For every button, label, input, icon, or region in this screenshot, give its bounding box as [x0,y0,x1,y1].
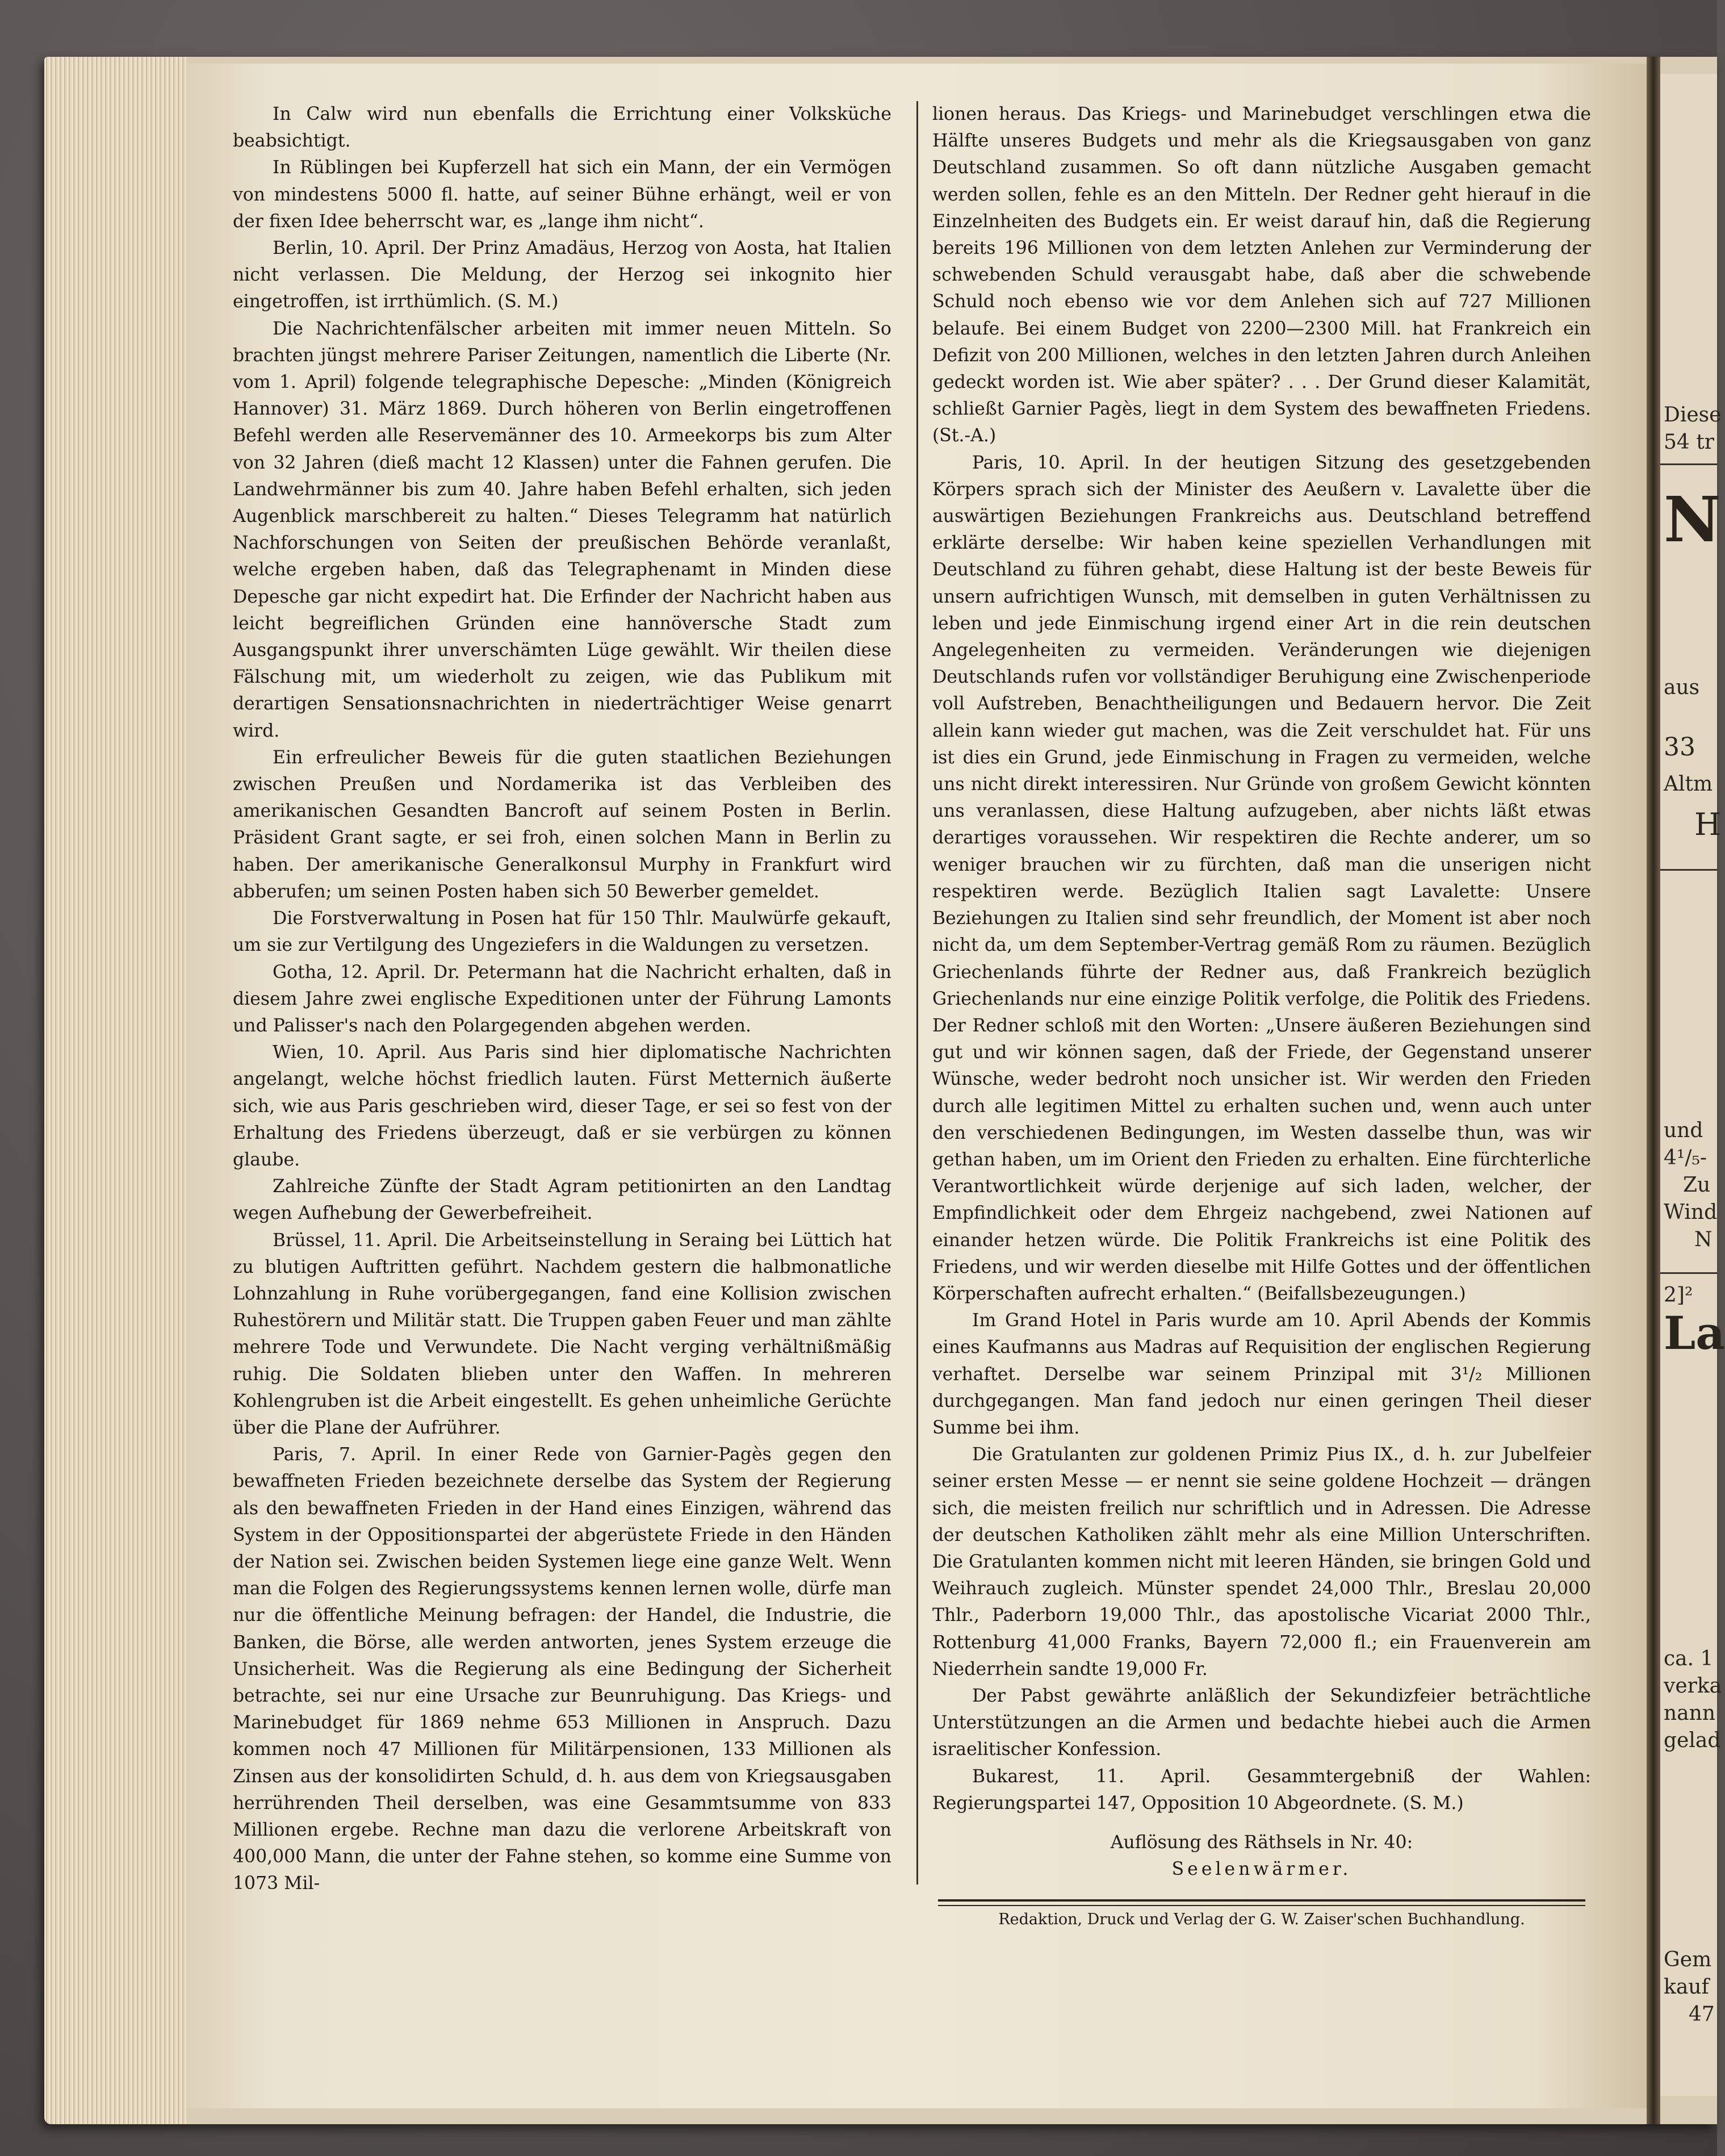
facing-fragment: H [1694,807,1722,842]
facing-fragment: nann [1664,1702,1716,1725]
news-paragraph: In Calw wird nun ebenfalls die Errichtung einer Volksküche beabsichtigt. [233,104,891,152]
news-paragraph: Paris, 10. April. In der heutigen Sitzung des gesetzgebenden Körpers sprach sich der Minister des Aeußern v. Lavalette über die auswärtigen Beziehungen Frankreichs aus. Deutschland betreffend erklärte derselbe: Wir haben keine speziellen Verhandlungen mit Deutschland zu führen gehabt, diese Haltung ist der beste Beweis für unsern aufrichtigen Wunsch, mit demselben in guten Verhältnissen zu leben und jede Einmischung irgend einer Art in die rein deutschen Angelegenheiten zu vermeiden. Veränderungen wie diejenigen Deutschlands rufen vor vollständiger Beruhigung eine Zwischenperiode voll Aufstreben, Benachtheiligungen und Bedauern hervor. Die Zeit allein kann wieder gut machen, was die Zeit verschuldet hat. Für uns ist dies ein Grund, jede Einmischung in Fragen zu vermeiden, welche uns nicht direkt interessiren. Nur Gründe von großem Gewicht könnten uns veranlassen, diese Haltung aufzugeben, aber nichts läßt etwas derartiges voraussehen. Wir respektiren die Rechte anderer, um so weniger brauchen wir zu fürchten, daß man die unserigen nicht respektiren werde. Bezüglich Italien sagt Lavalette: Unsere Beziehungen zu Italien sind sehr freundlich, der Moment ist aber noch nicht da, um dem September-Vertrag gemäß Rom zu räumen. Bezüglich Griechenlands führte der Redner aus, daß Frankreich bezüglich Griechenlands nur eine einzige Politik verfolge, die Politik des Friedens. Der Redner schloß mit den Worten: „Unsere äußeren Beziehungen sind gut und wir können sagen, daß der Friede, der Gegenstand unserer Wünsche, weder bedroht noch unsicher ist. Wir werden den Frieden durch alle legitimen Mittel zu erhalten suchen und, wenn auch unter den verschiedenen Bedingungen, im Westen dasselbe thun, was wir gethan haben, um im Orient den Frieden zu erhalten. Eine fürchterliche Verantwortlichkeit würde derjenige auf sich laden, welcher, der Empfindlichkeit oder dem Ehrgeiz nachgebend, zwei Nationen auf einander hetzen würde. Die Politik Frankreichs ist eine Politik des Friedens, und wir werden dieselbe mit Hilfe Gottes und der öffentlichen Körperschaften aufrecht erhalten.“ (Beifallsbezeugungen.) [932,452,1591,1304]
riddle-heading: Auflösung des Räthsels in Nr. 40: [1110,1832,1413,1853]
news-paragraph: Paris, 7. April. In einer Rede von Garnier-Pagès gegen den bewaffneten Frieden bezeichnete derselbe das System der Regierung als den bewaffneten Frieden in der Hand eines Einzigen, während das System in der Oppositionspartei der abgerüstete Friede in den Händen der Nation sei. Zwischen beiden Systemen liege eine ganze Welt. Wenn man die Folgen des Regierungssystems kennen lernen wolle, dürfe man nur die öffentliche Meinung befragen: der Handel, die Industrie, die Banken, die Börse, alle werden antworten, jenes System erzeuge die Unsicherheit. Was die Regierung als eine Bedingung der Sicherheit betrachte, sei nur eine Ursache zur Beunruhigung. Das Kriegs- und Marinebudget für 1869 nehme 653 Millionen in Anspruch. Dazu kommen noch 47 Millionen für Militärpensionen, 133 Millionen als Zinsen aus der konsolidirten Schuld, d. h. aus dem von Kriegsausgaben herrührenden Theil derselben, was eine Gesammtsumme von 833 Millionen ergebe. Rechne man dazu die verlorene Arbeitskraft von 400,000 Mann, die unter der Fahne stehen, so komme eine Summe von 1073 Mil- [233,1444,891,1894]
facing-rule [1660,1272,1717,1274]
facing-fragment: aus [1664,676,1700,699]
news-paragraph: lionen heraus. Das Kriegs- und Marinebudget verschlingen etwa die Hälfte unseres Budgets und mehr als die Kriegsausgaben von ganz Deutschland zusammen. So oft dann nützliche Ausgaben gemacht werden sollen, fehle es an den Mitteln. Der Redner geht hierauf in die Einzelnheiten des Budgets ein. Er weist darauf hin, daß die Regierung bereits 196 Millionen von dem letzten Anlehen zur Verminderung der schwebenden Schuld verausgabt habe, daß aber die schwebende Schuld noch ebenso wie vor dem Anlehen sich auf 727 Millionen belaufe. Bei einem Budget von 2200—2300 Mill. hat Frankreich ein Defizit von 200 Millionen, welches in den letzten Jahren durch Anleihen gedeckt worden ist. Wie aber später? . . . Der Grund dieser Kalamität, schließt Garnier Pagès, liegt in dem System des bewaffneten Friedens. (St.-A.) [932,104,1591,446]
news-paragraph: Gotha, 12. April. Dr. Petermann hat die Nachricht erhalten, daß in diesem Jahre zwei englische Expeditionen unter der Führung Lamonts und Palisser's nach den Polargegenden abgehen werden. [233,962,891,1036]
facing-fragment: 2]² [1664,1284,1693,1307]
news-paragraph: Die Nachrichtenfälscher arbeiten mit immer neuen Mitteln. So brachten jüngst mehrere Pariser Zeitungen, namentlich die Liberte (Nr. vom 1. April) folgende telegraphische Depesche: „Minden (Königreich Hannover) 31. März 1869. Durch höheren von Berlin eingetroffenen Befehl werden alle Reservemänner des 10. Armeekorps bis zum Alter von 32 Jahren (dieß macht 12 Klassen) unter die Fahnen gerufen. Die Landwehrmänner bis zum 40. Jahre haben Befehl erhalten, sich jeden Augenblick marschbereit zu halten.“ Dieses Telegramm hat natürlich Nachforschungen von Seiten der preußischen Behörde veranlaßt, welche ergeben haben, daß das Telegraphenamt in Minden diese Depesche gar nicht expedirt hat. Die Erfinder der Nachricht haben aus leicht begreiflichen Gründen eine hannöversche Stadt zum Ausgangspunkt ihrer unverschämten Lüge gewählt. Wir theilen diese Fälschung mit, um wiederholt zu zeigen, wie das Publikum mit derartigen Sensationsnachrichten in niederträchtiger Weise genarrt wird. [233,318,891,741]
news-paragraph: Der Pabst gewährte anläßlich der Sekundizfeier beträchtliche Unterstützungen an die Armen und bedachte hiebei auch die Armen israelitischer Konfession. [932,1685,1591,1760]
column-divider [916,101,918,1885]
facing-fragment: und [1664,1119,1703,1142]
facing-fragment: Altm [1664,772,1713,796]
news-paragraph: Bukarest, 11. April. Gesammtergebniß der Wahlen: Regierungspartei 147, Opposition 10 Abgeordnete. (S. M.) [932,1766,1591,1814]
facing-fragment: kauf [1664,1975,1709,1999]
facing-fragment: Diese [1664,403,1722,427]
news-paragraph: Zahlreiche Zünfte der Stadt Agram petitionirten an den Landtag wegen Aufhebung der Gewerbefreiheit. [233,1176,891,1224]
right-column [932,101,1591,1883]
facing-rule [1660,463,1717,465]
news-paragraph: Die Gratulanten zur goldenen Primiz Pius IX., d. h. zur Jubelfeier seiner ersten Messe — er nennt sie seine goldene Hochzeit — drängen sich, die meisten freilich nur schriftlich und in Adressen. Die Adresse der deutschen Katholiken zählt mehr als eine Million Unterschriften. Die Gratulanten kommen nicht mit leeren Händen, sie bringen Gold und Weihrauch zugleich. Münster spendet 24,000 Thlr., Breslau 20,000 Thlr., Paderborn 19,000 Thlr., das apostolische Vicariat 2000 Thlr., Rottenburg 41,000 Franks, Bayern 72,000 fl.; ein Frauenverein am Niederrhein sandte 19,000 Fr. [932,1444,1591,1679]
facing-fragment: 54 tr [1664,431,1714,454]
facing-fragment: Gem [1664,1948,1712,1971]
facing-fragment: 47 [1689,2003,1715,2026]
imprint-line: Redaktion, Druck und Verlag der G. W. Zaiser'schen Buchhandlung. [998,1911,1525,1928]
news-paragraph: Wien, 10. April. Aus Paris sind hier diplomatische Nachrichten angelangt, welche höchst friedlich lauten. Fürst Metternich äußerte sich, wie aus Paris geschrieben wird, dieser Tage, er sei so fest von der Erhaltung des Friedens überzeugt, daß er sie verbürgen zu können glaube. [233,1042,891,1170]
facing-fragment: verka [1664,1674,1722,1698]
facing-fragment: Wind [1664,1201,1718,1224]
news-paragraph: In Rüblingen bei Kupferzell hat sich ein Mann, der ein Vermögen von mindestens 5000 fl. hatte, auf seiner Bühne erhängt, weil er von der fixen Idee beherrscht war, es „lange ihm nicht“. [233,157,891,232]
facing-fragment: gelad [1664,1729,1721,1752]
facing-rule [1660,869,1717,871]
facing-fragment: N [1664,483,1721,556]
footer-rule [938,1899,1585,1906]
news-paragraph: Im Grand Hotel in Paris wurde am 10. April Abends der Kommis eines Kaufmanns aus Madras auf Requisition der englischen Regierung verhaftet. Derselbe war seinem Prinzipal mit 3¹/₂ Millionen durchgegangen. Man fand jedoch nur einen geringen Theil dieser Summe bei ihm. [932,1310,1591,1438]
news-paragraph: Die Forstverwaltung in Posen hat für 150 Thlr. Maulwürfe gekauft, um sie zur Vertilgung des Ungeziefers in die Waldungen zu versetzen. [233,908,891,956]
news-paragraph: Ein erfreulicher Beweis für die guten staatlichen Beziehungen zwischen Preußen und Nordamerika ist das Verbleiben des amerikanischen Gesandten Bancroft auf seinem Posten in Berlin. Präsident Grant sagte, er sei froh, einen solchen Mann in Berlin zu haben. Der amerikanische Generalkonsul Murphy in Frankfurt wird abberufen; um seinen Posten haben sich 50 Bewerber gemeldet. [233,747,891,902]
facing-fragment: Zu [1683,1173,1711,1197]
facing-fragment: 4¹/₅- [1664,1146,1707,1169]
facing-page-edge [1660,74,1725,2096]
facing-fragment: 33 [1664,733,1695,762]
facing-fragment: La [1664,1306,1725,1360]
news-paragraph: Brüssel, 11. April. Die Arbeitseinstellung in Seraing bei Lüttich hat zu blutigen Auftritten geführt. Nachdem gestern die halbmonatliche Lohnzahlung in Ruhe vorübergegangen, fand eine Kollision zwischen Ruhestörern und Militär statt. Die Truppen gaben Feuer und man zählte mehrere Tode und Verwundete. Die Nacht verging verhältnißmäßig ruhig. Die Soldaten blieben unter den Waffen. In mehreren Kohlengruben ist die Arbeit eingestellt. Es gehen unheimliche Gerüchte über die Plane der Aufrührer. [233,1230,891,1438]
riddle-answer: Seelenwärmer. [1171,1859,1352,1880]
book-gutter [1647,57,1660,2124]
page-edges [44,57,186,2124]
facing-fragment: ca. 1 [1664,1647,1714,1670]
news-paragraph: Berlin, 10. April. Der Prinz Amadäus, Herzog von Aosta, hat Italien nicht verlassen. Die Meldung, der Herzog sei inkognito hier eingetroffen, ist irrthümlich. (S. M.) [233,238,891,312]
facing-fragment: N [1694,1228,1713,1251]
left-column [233,101,891,1898]
